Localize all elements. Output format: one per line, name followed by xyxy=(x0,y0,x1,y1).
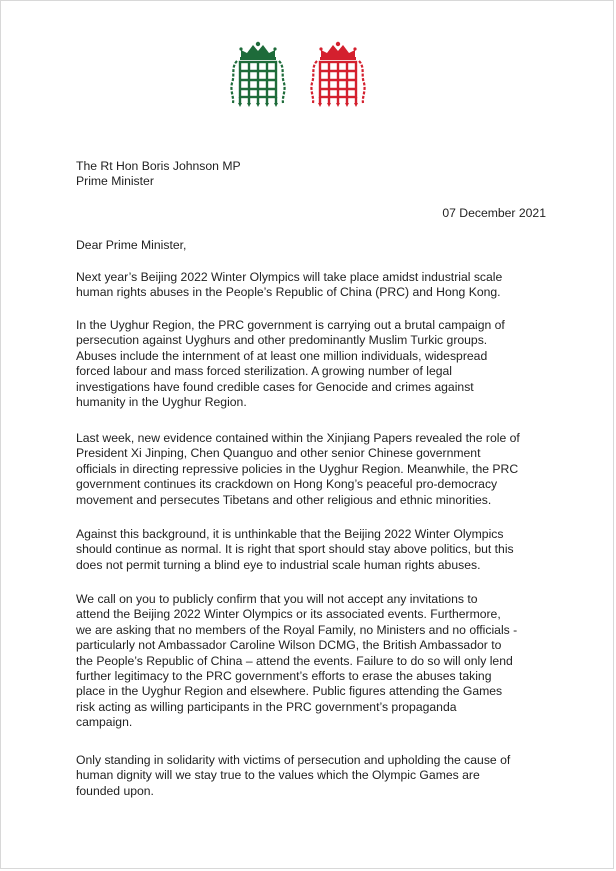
portcullis-icon xyxy=(309,41,367,107)
paragraph-line: human dignity will we stay true to the values which the Olympic Games are xyxy=(76,768,480,783)
paragraph-line: Last week, new evidence contained within the Xinjiang Papers revealed the role of xyxy=(76,431,520,445)
paragraph-line: should continue as normal. It is right that sport should stay above politics, but this xyxy=(76,542,514,557)
paragraph-line: persecution against Uyghurs and other predominantly Muslim Turkic groups. xyxy=(76,333,488,348)
paragraph-line: founded upon. xyxy=(76,783,154,798)
addressee-title: Prime Minister xyxy=(76,174,154,189)
salutation: Dear Prime Minister, xyxy=(76,238,187,252)
paragraph-line: movement and persecutes Tibetans and other religious and ethnic minorities. xyxy=(76,492,492,507)
paragraph-line: investigations have found credible cases for Genocide and crimes against xyxy=(76,379,474,394)
paragraph-line: the People’s Republic of China – attend the events. Failure to do so will only lend xyxy=(76,653,513,668)
paragraph-line: government continues its crackdown on Hong Kong’s peaceful pro-democracy xyxy=(76,477,498,492)
paragraph-line: particularly not Ambassador Caroline Wilson DCMG, the British Ambassador to xyxy=(76,638,502,653)
paragraph-line: President Xi Jinping, Chen Quanguo and other senior Chinese government xyxy=(76,446,481,461)
paragraph-line: attend the Beijing 2022 Winter Olympics or its associated events. Furthermore, xyxy=(76,607,501,622)
paragraph-line: forced labour and mass forced sterilization. A growing number of legal xyxy=(76,364,452,379)
portcullis-icon xyxy=(229,41,287,107)
paragraph-line: humanity in the Uyghur Region. xyxy=(76,395,247,410)
paragraph-line: Next year’s Beijing 2022 Winter Olympics will take place amidst industrial scale xyxy=(76,270,503,284)
paragraph-line: Against this background, it is unthinkable that the Beijing 2022 Winter Olympics xyxy=(76,527,504,541)
paragraph-1 xyxy=(76,270,546,301)
paragraph-line: campaign. xyxy=(76,715,133,730)
paragraph-4 xyxy=(76,527,546,573)
addressee-block xyxy=(76,159,546,190)
paragraph-line: further legitimacy to the PRC government’s efforts to erase the abuses taking xyxy=(76,669,492,684)
paragraph-line: officials in directing repressive policies in the Uyghur Region. Meanwhile, the PRC xyxy=(76,461,519,476)
paragraph-6 xyxy=(76,753,546,799)
paragraph-line: human rights abuses in the People’s Republic of China (PRC) and Hong Kong. xyxy=(76,285,501,300)
paragraph-line: In the Uyghur Region, the PRC government is carrying out a brutal campaign of xyxy=(76,318,505,332)
paragraph-2 xyxy=(76,318,546,410)
parliament-logos xyxy=(229,41,369,107)
letter-date: 07 December 2021 xyxy=(442,206,546,220)
paragraph-line: place in the Uyghur Region and elsewhere. Public figures attending the Games xyxy=(76,684,503,699)
paragraph-5 xyxy=(76,592,546,731)
paragraph-line: Abuses include the internment of at least one million individuals, widespread xyxy=(76,348,488,363)
paragraph-line: risk acting as willing participants in the PRC government’s propaganda xyxy=(76,699,457,714)
paragraph-line: we are asking that no members of the Royal Family, no Ministers and no officials - xyxy=(76,622,518,637)
paragraph-line: Only standing in solidarity with victims of persecution and upholding the cause of xyxy=(76,753,511,767)
paragraph-line: We call on you to publicly confirm that you will not accept any invitations to xyxy=(76,592,478,606)
paragraph-3 xyxy=(76,431,546,508)
addressee-name: The Rt Hon Boris Johnson MP xyxy=(76,159,241,173)
paragraph-line: does not permit turning a blind eye to industrial scale human rights abuses. xyxy=(76,557,481,572)
